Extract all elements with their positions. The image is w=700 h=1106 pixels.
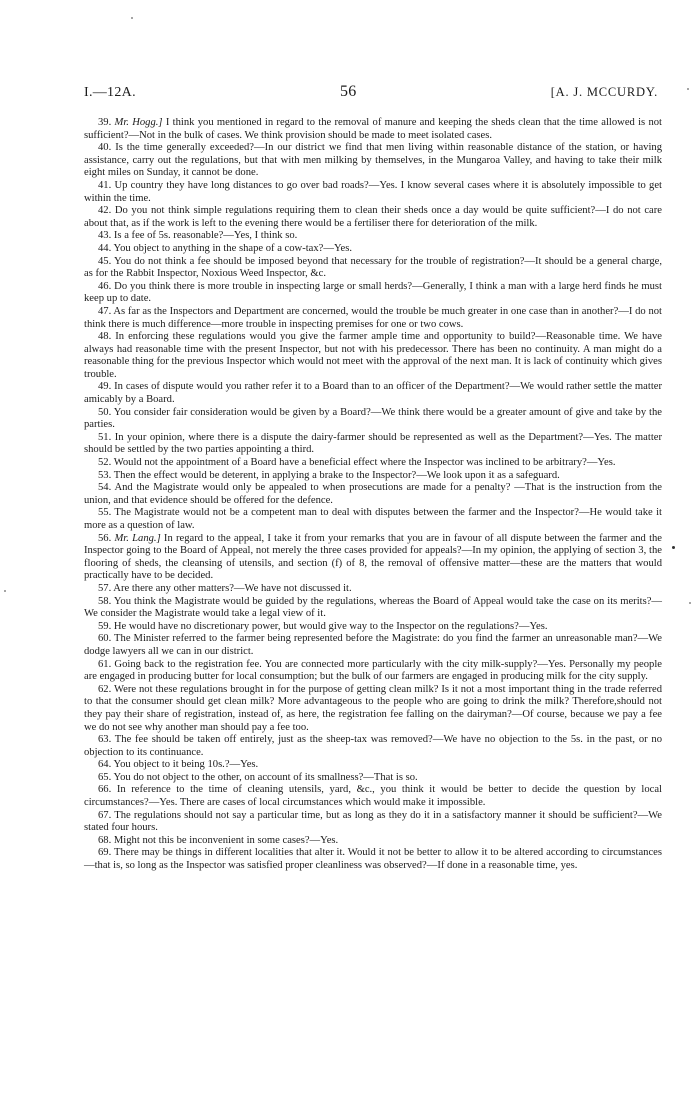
paragraph-text: 66. In reference to the time of cleaning utensils, yard, &c., you think it would be better to decide the question by local circumstances?—Yes. There are cases of local circumstances which would make it impossible. [84,784,662,809]
paragraph-text: 63. The fee should be taken off entirely, just as the sheep-tax was removed?—We have no objection to the 5s. in the past, or no objection to its continuance. [84,734,662,758]
testimony-paragraph [84,633,662,658]
paragraph-text: 51. In your opinion, where there is a dispute the dairy-farmer should be represented as well as the Department?—Yes. The matter should be settled by the two parties appointing a third. [84,431,662,456]
testimony-paragraph [84,734,662,759]
testimony-paragraph [84,659,662,684]
questioner-name: Mr. Hogg.] [114,117,163,128]
testimony-paragraph [84,470,662,483]
testimony-paragraph [84,142,662,180]
paragraph-text: 49. In cases of dispute would you rather refer it to a Board than to an officer of the Department?—We would rather settle the matter amicably by a Board. [84,381,662,406]
questioner-name: Mr. Lang.] [114,532,161,544]
testimony-paragraph [84,482,662,507]
question-number: 39. [98,117,115,128]
paragraph-text: 60. The Minister referred to the farmer being represented before the Magistrate: do you find the farmer an unreasonable man?—We dodge lawyers all we can in our district. [84,633,662,657]
paragraph-text: 46. Do you think there is more trouble in inspecting large or small herds?—Generally, I think a man with a large herd finds he must keep up to date. [84,280,662,305]
margin-speck [131,17,133,19]
paragraph-text: 67. The regulations should not say a particular time, but as long as they do it in a satisfactory manner it should be sufficient?—We stated four hours. [84,809,662,834]
testimony-paragraph [84,180,662,205]
testimony-paragraph [84,621,662,634]
paragraph-text: In regard to the appeal, I take it from your remarks that you are in favour of all dispute between the farmer and the Inspector going to the Board of Appeal, not merely the three cases provided for appeals?—In my opinion, the applying of section 3, the flooring of sheds, the cleansing of utensils, and section (f) of 8, the removal of offensive matter—these are the matters that would practically have to be decided. [84,532,663,582]
paragraph-text: 44. You object to anything in the shape of a cow-tax?—Yes. [98,242,353,254]
paragraph-text: 69. There may be things in different localities that alter it. Would it not be better to allow it to be altered according to circumstances—that is, so long as the Inspector was satisfied proper cleanliness was observed?—If done in a reasonable time, yes. [84,847,662,872]
paragraph-text: 40. Is the time generally exceeded?—In our district we find that men living within reasonable distance of the station, or having assistance, carry out the regulations, but that with men milking by themselves, in the Mungaroa Valley, and having to take their milk eight miles on Sunday, it cannot be done. [84,142,662,179]
testimony-paragraph [84,432,662,457]
testimony-paragraph [84,457,662,470]
testimony-paragraph [84,810,662,835]
testimony-paragraph [84,507,662,532]
paragraph-text: 68. Might not this be inconvenient in some cases?—Yes. [98,834,339,846]
testimony-paragraph [84,230,662,243]
page-number: 56 [340,83,357,100]
page-header [84,85,658,107]
paragraph-text: 52. Would not the appointment of a Board have a beneficial effect where the Inspector was inclined to be arbitrary?—Yes. [98,457,616,469]
paragraph-text: 47. As far as the Inspectors and Department are concerned, would the trouble be much greater in one case than in another?—I do not think there is much difference—more trouble in inspecting premises for one or two cows. [84,305,662,330]
paragraph-text: 48. In enforcing these regulations would you give the farmer ample time and opportunity to build?—Reasonable time. We have always had reasonable time with the present Inspector, but not with his predecessor. There has been no continuity. A man might do a reasonable thing for the previous Inspector which would not meet with the approval of the next man. It is lack of continuity which gives trouble. [84,331,662,380]
testimony-paragraph [84,847,662,872]
margin-speck [689,602,691,604]
question-number: 56. [98,532,115,544]
margin-speck [4,590,6,592]
testimony-paragraph [84,784,662,809]
paragraph-text: 59. He would have no discretionary power, but would give way to the Inspector on the regulations?—Yes. [98,620,548,632]
paragraph-text: 54. And the Magistrate would only be appealed to when prosecutions are made for a penalty? —That is the instruction from the union, and that evidence should be offered for the defence. [84,482,662,506]
document-body [84,117,662,873]
testimony-paragraph [84,835,662,848]
paragraph-text: 41. Up country they have long distances to go over bad roads?—Yes. I know several cases where it is absolutely impossible to get within the time. [84,179,662,204]
paragraph-text: 50. You consider fair consideration would be given by a Board?—We think there would be a greater amount of give and take by the parties. [84,406,662,431]
witness-name: [A. J. MCCURDY. [550,85,658,99]
margin-speck [672,546,675,549]
paragraph-text: 64. You object to it being 10s.?—Yes. [98,759,259,771]
document-code: I.—12A. [84,85,136,100]
paragraph-text: 57. Are there any other matters?—We have not discussed it. [98,582,352,594]
testimony-paragraph [84,533,662,583]
testimony-paragraph [84,381,662,406]
paragraph-text: 65. You do not object to the other, on account of its smallness?—That is so. [98,771,418,783]
paragraph-text: 61. Going back to the registration fee. You are connected more particularly with the city milk-supply?—Yes. Personally my people are engaged in producing butter for local consumption; but the bulk of our farmers are engaged in producing milk for the city supply. [84,658,662,683]
paragraph-text: 58. You think the Magistrate would be guided by the regulations, whereas the Board of Appeal would take the case on its merits?—We consider the Magistrate would take a legal view of it. [84,595,662,620]
testimony-paragraph [84,205,662,230]
testimony-paragraph [84,583,662,596]
paragraph-text: 43. Is a fee of 5s. reasonable?—Yes, I think so. [98,230,298,242]
paragraph-text: 55. The Magistrate would not be a competent man to deal with disputes between the farmer and the Inspector?—He would take it more as a question of law. [84,507,662,531]
testimony-paragraph [84,306,662,331]
paragraph-text: 42. Do you not think simple regulations requiring them to clean their sheds once a day would be quite sufficient?—I do not care about that, as if the work is left to the evening there would be a fertiliser there for deterioration of the milk. [84,205,662,229]
testimony-paragraph [84,772,662,785]
testimony-paragraph [84,407,662,432]
testimony-paragraph [84,331,662,381]
testimony-paragraph [84,596,662,621]
paragraph-text: 62. Were not these regulations brought in for the purpose of getting clean milk? Is it not a most important thing in the trade referred to that the consumer should get clean milk? More advantageous to the people who are going to drink the milk? Therefore,should not they pay their share of registration, instead of, as here, the registration fee falling on the dairyman?—Of course, because we pay a fee we do not see why another man should pay a fee too. [84,683,662,733]
testimony-paragraph [84,684,662,734]
testimony-paragraph [84,256,662,281]
paragraph-text: 45. You do not think a fee should be imposed beyond that necessary for the trouble of registration?—It should be a general charge, as for the Rabbit Inspector, Noxious Weed Inspector, &c. [84,255,662,280]
paragraph-text: I think you mentioned in regard to the removal of manure and keeping the sheds clean that the time allowed is not sufficient?—Not in the bulk of cases. We think provision should be made to meet isolated cases. [84,117,662,141]
testimony-paragraph [84,759,662,772]
testimony-paragraph [84,117,662,142]
paragraph-text: 53. Then the effect would be deterent, in applying a brake to the Inspector?—We look upon it as a safeguard. [98,469,560,481]
testimony-paragraph [84,281,662,306]
margin-speck [687,88,689,90]
testimony-paragraph [84,243,662,256]
